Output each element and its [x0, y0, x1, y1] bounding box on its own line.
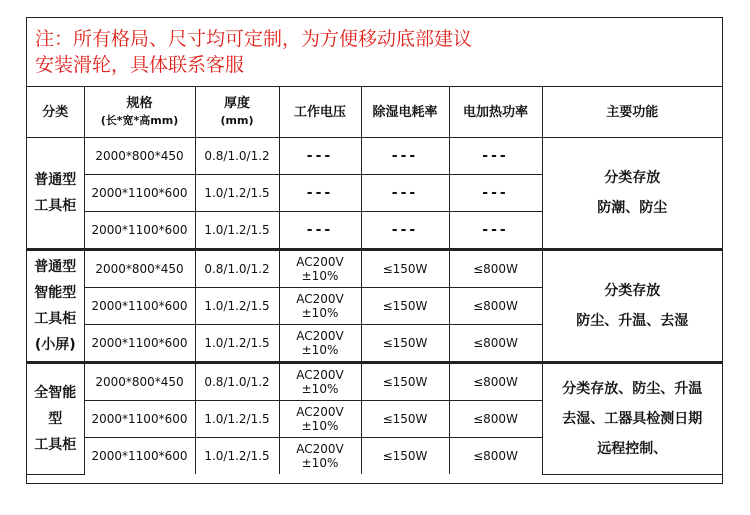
function-cell [542, 363, 722, 475]
category-line: 工具柜 [34, 311, 77, 327]
category-line: 工具柜 [34, 198, 77, 214]
dehumid-cell: ≤150W [361, 363, 449, 401]
function-line: 分类存放 [604, 283, 661, 299]
voltage-cell: AC200V ±10% [279, 325, 361, 363]
spec-cell: 2000*800*450 [84, 250, 195, 288]
dehumid-cell: --- [361, 212, 449, 250]
voltage-cell: AC200V ±10% [279, 438, 361, 475]
header-heating: 电加热功率 [449, 87, 542, 138]
thickness-cell: 1.0/1.2/1.5 [195, 175, 279, 212]
voltage-cell: AC200V ±10% [279, 288, 361, 325]
function-line: 防潮、防尘 [597, 200, 668, 216]
voltage-cell: AC200V ±10% [279, 401, 361, 438]
spec-table [27, 87, 722, 475]
voltage-cell: --- [279, 138, 361, 175]
spec-cell: 2000*1100*600 [84, 438, 195, 475]
dehumid-cell: ≤150W [361, 325, 449, 363]
voltage-cell: --- [279, 175, 361, 212]
header-spec-line2: (长*宽*高mm) [100, 114, 179, 127]
category-line: 智能型 [34, 285, 77, 301]
dehumid-cell: ≤150W [361, 288, 449, 325]
thickness-cell: 0.8/1.0/1.2 [195, 250, 279, 288]
table-row [27, 138, 722, 175]
function-cell [542, 138, 722, 250]
spec-cell: 2000*1100*600 [84, 212, 195, 250]
spec-cell: 2000*1100*600 [84, 288, 195, 325]
heating-cell: ≤800W [449, 250, 542, 288]
category-line: 型 [48, 410, 63, 427]
thickness-cell: 0.8/1.0/1.2 [195, 363, 279, 401]
category-line: 全智能 [34, 384, 77, 401]
thickness-cell: 1.0/1.2/1.5 [195, 288, 279, 325]
spec-cell: 2000*1100*600 [84, 325, 195, 363]
spec-cell: 2000*1100*600 [84, 401, 195, 438]
category-cell [27, 363, 84, 475]
thickness-cell: 1.0/1.2/1.5 [195, 325, 279, 363]
note-line-1: 注：所有格局、尺寸均可定制，为方便移动底部建议 [35, 28, 473, 50]
function-line: 去湿、工器具检测日期 [562, 410, 703, 427]
dehumid-cell: --- [361, 138, 449, 175]
category-cell [27, 250, 84, 363]
category-line: (小屏) [34, 337, 76, 353]
function-line: 分类存放 [604, 170, 661, 186]
heating-cell: --- [449, 175, 542, 212]
function-cell [542, 250, 722, 363]
header-voltage: 工作电压 [279, 87, 361, 138]
heating-cell: --- [449, 212, 542, 250]
note-line-2: 安装滑轮，具体联系客服 [35, 54, 245, 76]
heating-cell: ≤800W [449, 438, 542, 475]
dehumid-cell: ≤150W [361, 250, 449, 288]
header-spec-line1: 规格 [126, 96, 153, 111]
heating-cell: ≤800W [449, 401, 542, 438]
heating-cell: ≤800W [449, 363, 542, 401]
thickness-cell: 1.0/1.2/1.5 [195, 438, 279, 475]
voltage-cell: --- [279, 212, 361, 250]
header-thickness-line1: 厚度 [223, 96, 250, 111]
table-row [27, 363, 722, 401]
spec-sheet [26, 17, 723, 484]
header-category: 分类 [27, 87, 84, 138]
thickness-cell: 1.0/1.2/1.5 [195, 401, 279, 438]
category-line: 普通型 [34, 172, 77, 188]
header-thickness [195, 87, 279, 138]
customization-note [27, 18, 722, 87]
table-body [27, 138, 722, 475]
header-spec [84, 87, 195, 138]
voltage-cell: AC200V ±10% [279, 250, 361, 288]
header-function: 主要功能 [542, 87, 722, 138]
spec-cell: 2000*1100*600 [84, 175, 195, 212]
category-line: 工具柜 [34, 436, 77, 453]
heating-cell: ≤800W [449, 325, 542, 363]
dehumid-cell: ≤150W [361, 401, 449, 438]
function-line: 远程控制、 [597, 440, 668, 457]
spec-cell: 2000*800*450 [84, 138, 195, 175]
category-cell [27, 138, 84, 250]
dehumid-cell: --- [361, 175, 449, 212]
heating-cell: ≤800W [449, 288, 542, 325]
header-row [27, 87, 722, 138]
function-line: 防尘、升温、去湿 [576, 313, 689, 329]
thickness-cell: 1.0/1.2/1.5 [195, 212, 279, 250]
heating-cell: --- [449, 138, 542, 175]
header-thickness-line2: (mm) [220, 114, 254, 127]
thickness-cell: 0.8/1.0/1.2 [195, 138, 279, 175]
function-line: 分类存放、防尘、升温 [562, 380, 703, 397]
category-line: 普通型 [34, 259, 77, 275]
spec-cell: 2000*800*450 [84, 363, 195, 401]
table-row [27, 250, 722, 288]
dehumid-cell: ≤150W [361, 438, 449, 475]
header-dehumid: 除湿电耗率 [361, 87, 449, 138]
voltage-cell: AC200V ±10% [279, 363, 361, 401]
